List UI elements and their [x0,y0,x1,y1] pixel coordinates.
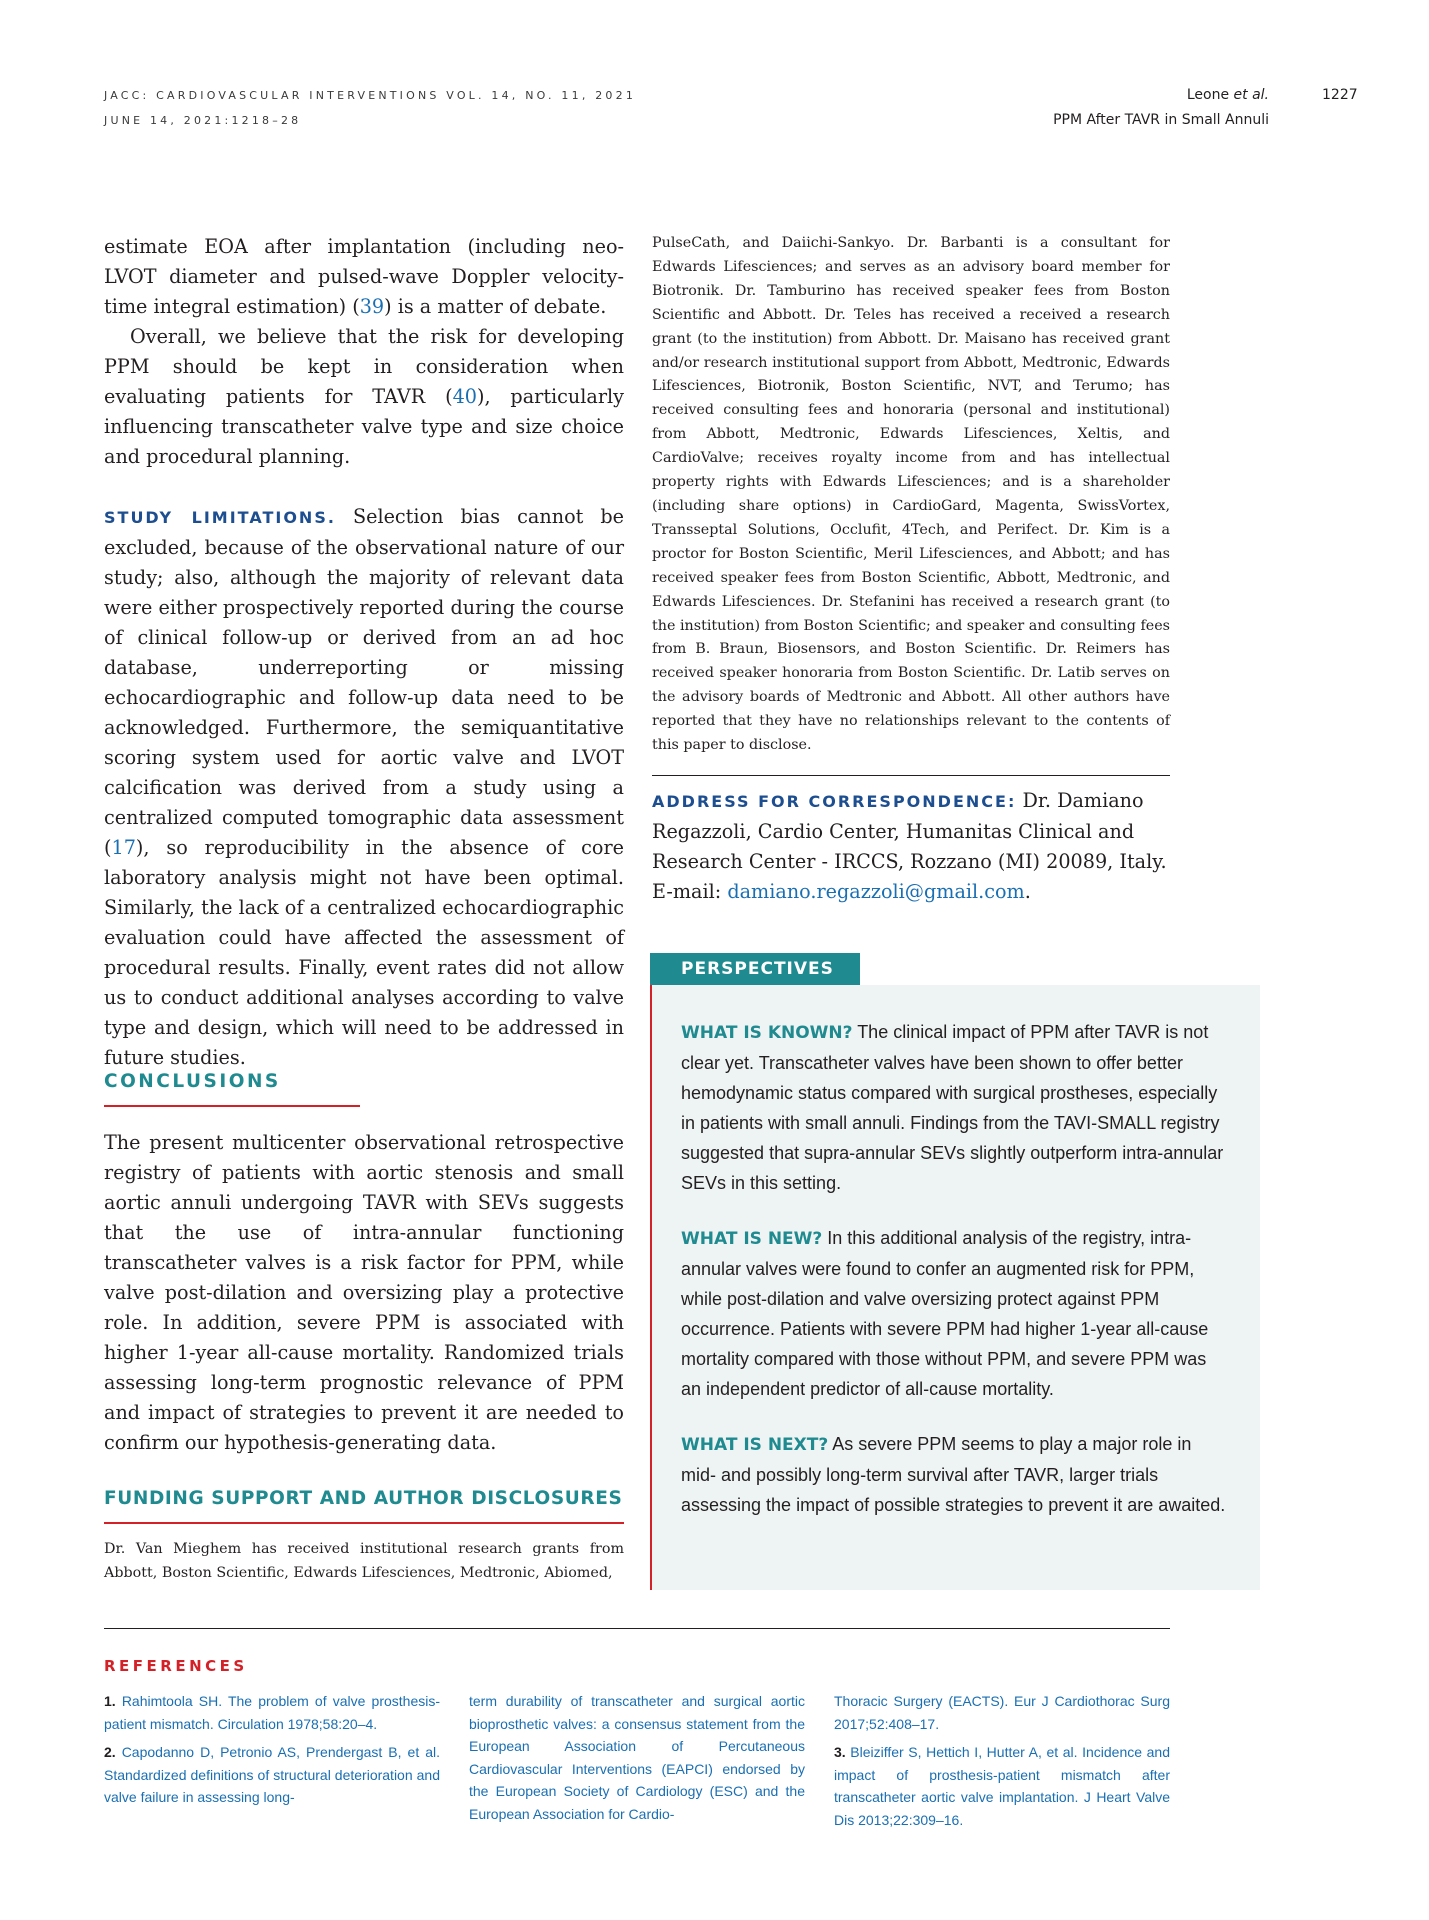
funding-rule [104,1522,624,1524]
reference-text: Rahimtoola SH. The problem of valve prosthesis-patient mismatch. Circulation 1978;58:20–4. [104,1693,440,1732]
paragraph-text: ), so reproducibility in the absence of core laboratory analysis might not have been optimal. Similarly, the lack of a centralized echocardiographic evaluation could have affected the assessment of procedural results. Finally, event rates did not allow us to conduct additional analyses according to valve type and design, which will need to be addressed in future studies. [104,836,624,1069]
study-limitations [104,502,624,1073]
what-is-next [681,1429,1226,1520]
reference-number: 1. [104,1693,116,1709]
references-column-2 [469,1690,805,1831]
disclosures-continued: PulseCath, and Daiichi-Sankyo. Dr. Barbanti is a consultant for Edwards Lifesciences; and serves as an advisory board member for Biotronik. Dr. Tamburino has received speaker fees from Boston Scientific and Abbott. Dr. Teles has received a received a research grant (to the institution) from Abbott. Dr. Maisano has received grant and/or research institutional support from Abbott, Medtronic, Edwards Lifesciences, Biotronik, Boston Scientific, NVT, and Terumo; has received consulting fees and honoraria (personal and institutional) from Abbott, Medtronic, Edwards Lifesciences, Xeltis, and CardioValve; receives royalty income from and has intellectual property rights with Edwards Lifesciences; and is a shareholder (including share options) in CardioGard, Magenta, SwissVortex, Transseptal Solutions, Occlufit, 4Tech, and Perifect. Dr. Kim is a proctor for Boston Scientific, Meril Lifesciences, and Abbott; and has received speaker fees from Boston Scientific, Abbott, Medtronic, and Edwards Lifesciences. Dr. Stefanini has received a research grant (to the institution) from Boston Scientific; and speaker and consulting fees from B. Braun, Biosensors, and Boston Scientific. Dr. Reimers has received speaker honoraria from Boston Scientific. Dr. Latib serves on the advisory boards of Medtronic and Abbott. All other authors have reported that they have no relationships relevant to the contents of this paper to disclose. [652,235,1170,754]
reference-2-end[interactable]: Thoracic Surgery (EACTS). Eur J Cardiothorac Surg 2017;52:408–17. [834,1693,1170,1732]
ref-link-39[interactable]: 39 [359,295,385,318]
address-label: ADDRESS FOR CORRESPONDENCE: [652,792,1017,811]
reference-text: Capodanno D, Petronio AS, Prendergast B, et al. Standardized definitions of structural deterioration and valve failure in assessing long- [104,1744,440,1805]
conclusions-rule [104,1105,360,1107]
journal-citation-line1: JACC: CARDIOVASCULAR INTERVENTIONS VOL. 14, NO. 11, 2021 [104,89,637,102]
paragraph-text: estimate EOA after implantation (including neo-LVOT diameter and pulsed-wave Doppler velocity-time integral estimation) ( [104,235,624,318]
references-column-1 [104,1690,440,1815]
paragraph-overall [104,322,624,472]
left-column-body [104,232,624,1073]
what-is-known [681,1017,1226,1198]
references-rule [104,1628,1170,1629]
address-rule [652,775,1170,776]
paragraph-text: Selection bias cannot be excluded, because of the observational nature of our study; also, although the majority of relevant data were either prospectively reported during the course of clinical follow-up or derived from an ad hoc database, underreporting or missing echocardiographic and follow-up data need to be acknowledged. Furthermore, the semiquantitative scoring system used for aortic valve and LVOT calcification was derived from a study using a centralized computed tomographic data assessment ( [104,505,624,859]
what-is-known-label: WHAT IS KNOWN? [681,1023,853,1043]
funding-text: Dr. Van Mieghem has received institutional research grants from Abbott, Boston Scientific, Edwards Lifesciences, Medtronic, Abiomed, [104,1541,624,1581]
paragraph-text: ), particularly influencing transcatheter valve type and size choice and procedural planning. [104,385,624,468]
what-is-new-text: In this additional analysis of the registry, intra-annular valves were found to confer an augmented risk for PPM, while post-dilation and valve oversizing protect against PPM occurrence. Patients with severe PPM had higher 1-year all-cause mortality compared with those without PPM, and severe PPM was an independent predictor of all-cause mortality. [681,1228,1209,1399]
address-text: Dr. Damiano Regazzoli, Cardio Center, Humanitas Clinical and Research Center - IRCCS, Rozzano (MI) 20089, Italy. E-mail: [652,789,1167,903]
journal-citation-line2: JUNE 14, 2021:1218–28 [104,114,302,127]
et-al: et al. [1233,87,1269,103]
paragraph-text: Overall, we believe that the risk for developing PPM should be kept in consideration when evaluating patients for TAVR ( [104,325,624,408]
running-author [1187,87,1269,103]
study-limitations-label: STUDY LIMITATIONS. [104,508,336,527]
conclusions-text: The present multicenter observational retrospective registry of patients with aortic stenosis and small aortic annuli undergoing TAVR with SEVs suggests that the use of intra-annular functioning transcatheter valves is a risk factor for PPM, while valve post-dilation and oversizing play a protective role. In addition, severe PPM is associated with higher 1-year all-cause mortality. Randomized trials assessing long-term prognostic relevance of PPM and impact of strategies to prevent it are needed to confirm our hypothesis-generating data. [104,1131,624,1454]
conclusions-heading: CONCLUSIONS [104,1071,281,1092]
what-is-known-text: The clinical impact of PPM after TAVR is not clear yet. Transcatheter valves have been shown to offer better hemodynamic status compared with surgical prostheses, especially in patients with small annuli. Findings from the TAVI-SMALL registry suggested that supra-annular SEVs slightly outperform intra-annular SEVs in this setting. [681,1022,1224,1193]
funding-heading: FUNDING SUPPORT AND AUTHOR DISCLOSURES [104,1488,623,1509]
perspectives-tab: PERSPECTIVES [650,953,860,985]
reference-2[interactable] [104,1741,440,1809]
author-name: Leone [1186,87,1234,103]
references-heading: REFERENCES [104,1657,248,1675]
what-is-new [681,1223,1226,1404]
references-column-3 [834,1690,1170,1837]
reference-1[interactable] [104,1690,440,1735]
reference-2-continued[interactable]: term durability of transcatheter and surgical aortic bioprosthetic valves: a consensus statement from the European Association of Percutaneous Cardiovascular Interventions (EAPCI) endorsed by the European Society of Cardiology (ESC) and the European Association for Cardio- [469,1693,805,1822]
paragraph-eoa [104,232,624,322]
what-is-next-label: WHAT IS NEXT? [681,1435,829,1455]
reference-number: 3. [834,1744,846,1760]
page-number: 1227 [1322,87,1358,103]
what-is-next-text: As severe PPM seems to play a major role in mid- and possibly long-term survival after TAVR, larger trials assessing the impact of possible strategies to prevent it are awaited. [681,1434,1226,1515]
address-for-correspondence [652,786,1170,907]
reference-3[interactable] [834,1741,1170,1831]
email-link[interactable]: damiano.regazzoli@gmail.com [727,880,1025,903]
ref-link-17[interactable]: 17 [111,836,136,859]
running-title: PPM After TAVR in Small Annuli [1053,112,1269,128]
what-is-new-label: WHAT IS NEW? [681,1229,823,1249]
address-end: . [1024,880,1031,903]
reference-number: 2. [104,1744,116,1760]
paragraph-text: ) is a matter of debate. [384,295,607,318]
ref-link-40[interactable]: 40 [452,385,477,408]
perspectives-content [681,1017,1226,1545]
reference-text: Bleiziffer S, Hettich I, Hutter A, et al. Incidence and impact of prosthesis-patient mismatch after transcatheter aortic valve implantation. J Heart Valve Dis 2013;22:309–16. [834,1744,1170,1828]
